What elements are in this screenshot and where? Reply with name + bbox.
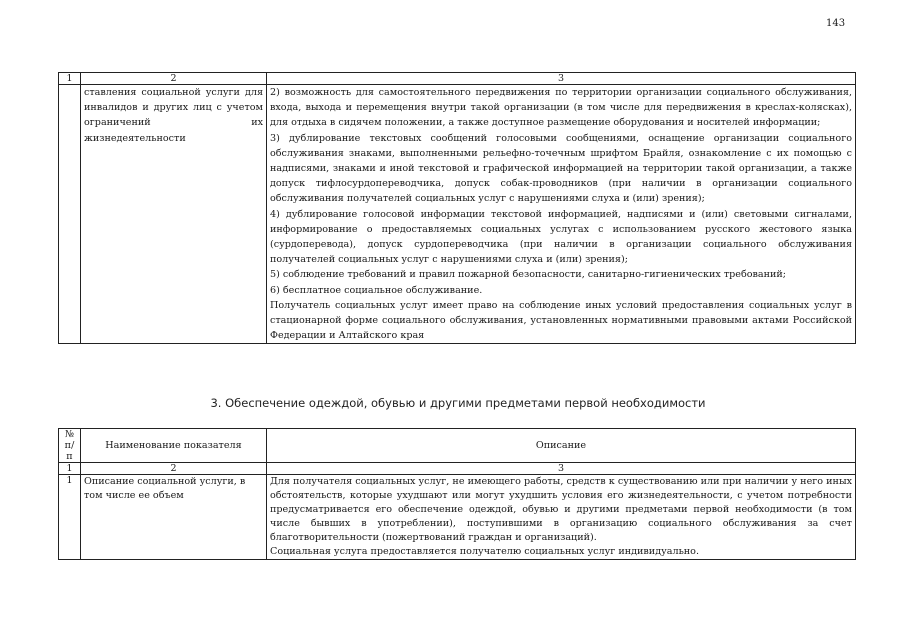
header-description: Описание: [267, 429, 856, 463]
row-number: [59, 85, 81, 344]
column-number: 3: [267, 73, 856, 85]
indicator-name-cell: [81, 85, 267, 344]
column-number: 2: [81, 73, 267, 85]
column-number: 1: [59, 463, 81, 475]
description-paragraph: 2) возможность для самостоятельного передвижения по территории организации социального обслуживания, входа, выхода и перемещения внутри такой организации (в том числе для передвижения в креслах-колясках), для отдыха в сидячем положении, а также доступное размещение оборудования и носителей информации;: [270, 87, 852, 129]
table-row: [59, 85, 856, 344]
description-text: [270, 85, 852, 343]
indicator-name-cell: [81, 475, 267, 560]
header-row: [59, 429, 856, 463]
column-number: 3: [267, 463, 856, 475]
table-row: [59, 475, 856, 560]
description-cell: [267, 85, 856, 344]
page-number: 143: [826, 18, 846, 29]
description-paragraph: Для получателя социальных услуг, не имеющего работы, средств к существованию или при наличии у него иных обстоятельств, которые ухудшают или могут ухудшить условия его жизнедеятельности, с учетом потребности предусматривается его обеспечение одеждой, обувью и другими предметами первой необходимости (в том числе бывших в употреблении), поступившими в организацию социального обслуживания за счет благотворительности (пожертвований граждан и организаций).: [270, 476, 852, 543]
description-paragraph: Получатель социальных услуг имеет право на соблюдение иных условий предоставления социальных услуг в стационарной форме социального обслуживания, установленных нормативными правовыми актами Российской Федерации и Алтайского края: [270, 299, 852, 342]
description-cell: [267, 475, 856, 560]
column-number: 1: [59, 73, 81, 85]
description-paragraph: 4) дублирование голосовой информации текстовой информацией, надписями и (или) световыми сигналами, информирование о предоставляемых социальных услугах с использованием русского жестового языка (сурдоперевода), допуск сурдопереводчика (при наличии в организации социального обслуживания получателей социальных услуг с нарушениями слуха и (или) зрения);: [270, 208, 852, 266]
services-table-continued: [58, 72, 856, 344]
description-text: [270, 475, 852, 559]
row-number: 1: [59, 475, 81, 560]
indicator-name: Описание социальной услуги, в том числе ее объем: [84, 476, 246, 501]
header-number: № п/п: [59, 429, 81, 463]
column-numbers-row: [59, 463, 856, 475]
header-indicator: Наименование показателя: [81, 429, 267, 463]
column-number: 2: [81, 463, 267, 475]
description-paragraph: 3) дублирование текстовых сообщений голосовыми сообщениями, оснащение организации социального обслуживания знаками, выполненными рельефно-точечным шрифтом Брайля, ознакомление с их помощью с надписями, знаками и иной текстовой и графической информацией на территории такой организации, а также допуск тифлосурдопереводчика, допуск собак-проводников (при наличии в организации социального обслуживания получателей социальных услуг с нарушениями слуха и (или) зрения);: [270, 132, 852, 205]
clothing-provision-table: [58, 428, 856, 560]
description-paragraph: 6) бесплатное социальное обслуживание.: [270, 284, 483, 296]
description-paragraph: 5) соблюдение требований и правил пожарной безопасности, санитарно-гигиенических требований;: [270, 269, 787, 281]
description-paragraph: Социальная услуга предоставляется получателю социальных услуг индивидуально.: [270, 546, 700, 557]
section-heading: 3. Обеспечение одеждой, обувью и другими предметами первой необходимости: [210, 396, 706, 410]
column-numbers-row: [59, 73, 856, 85]
indicator-name: ставления социальной услуги для инвалидов и других лиц с учетом ограничений их жизнедеятельности: [84, 87, 263, 144]
